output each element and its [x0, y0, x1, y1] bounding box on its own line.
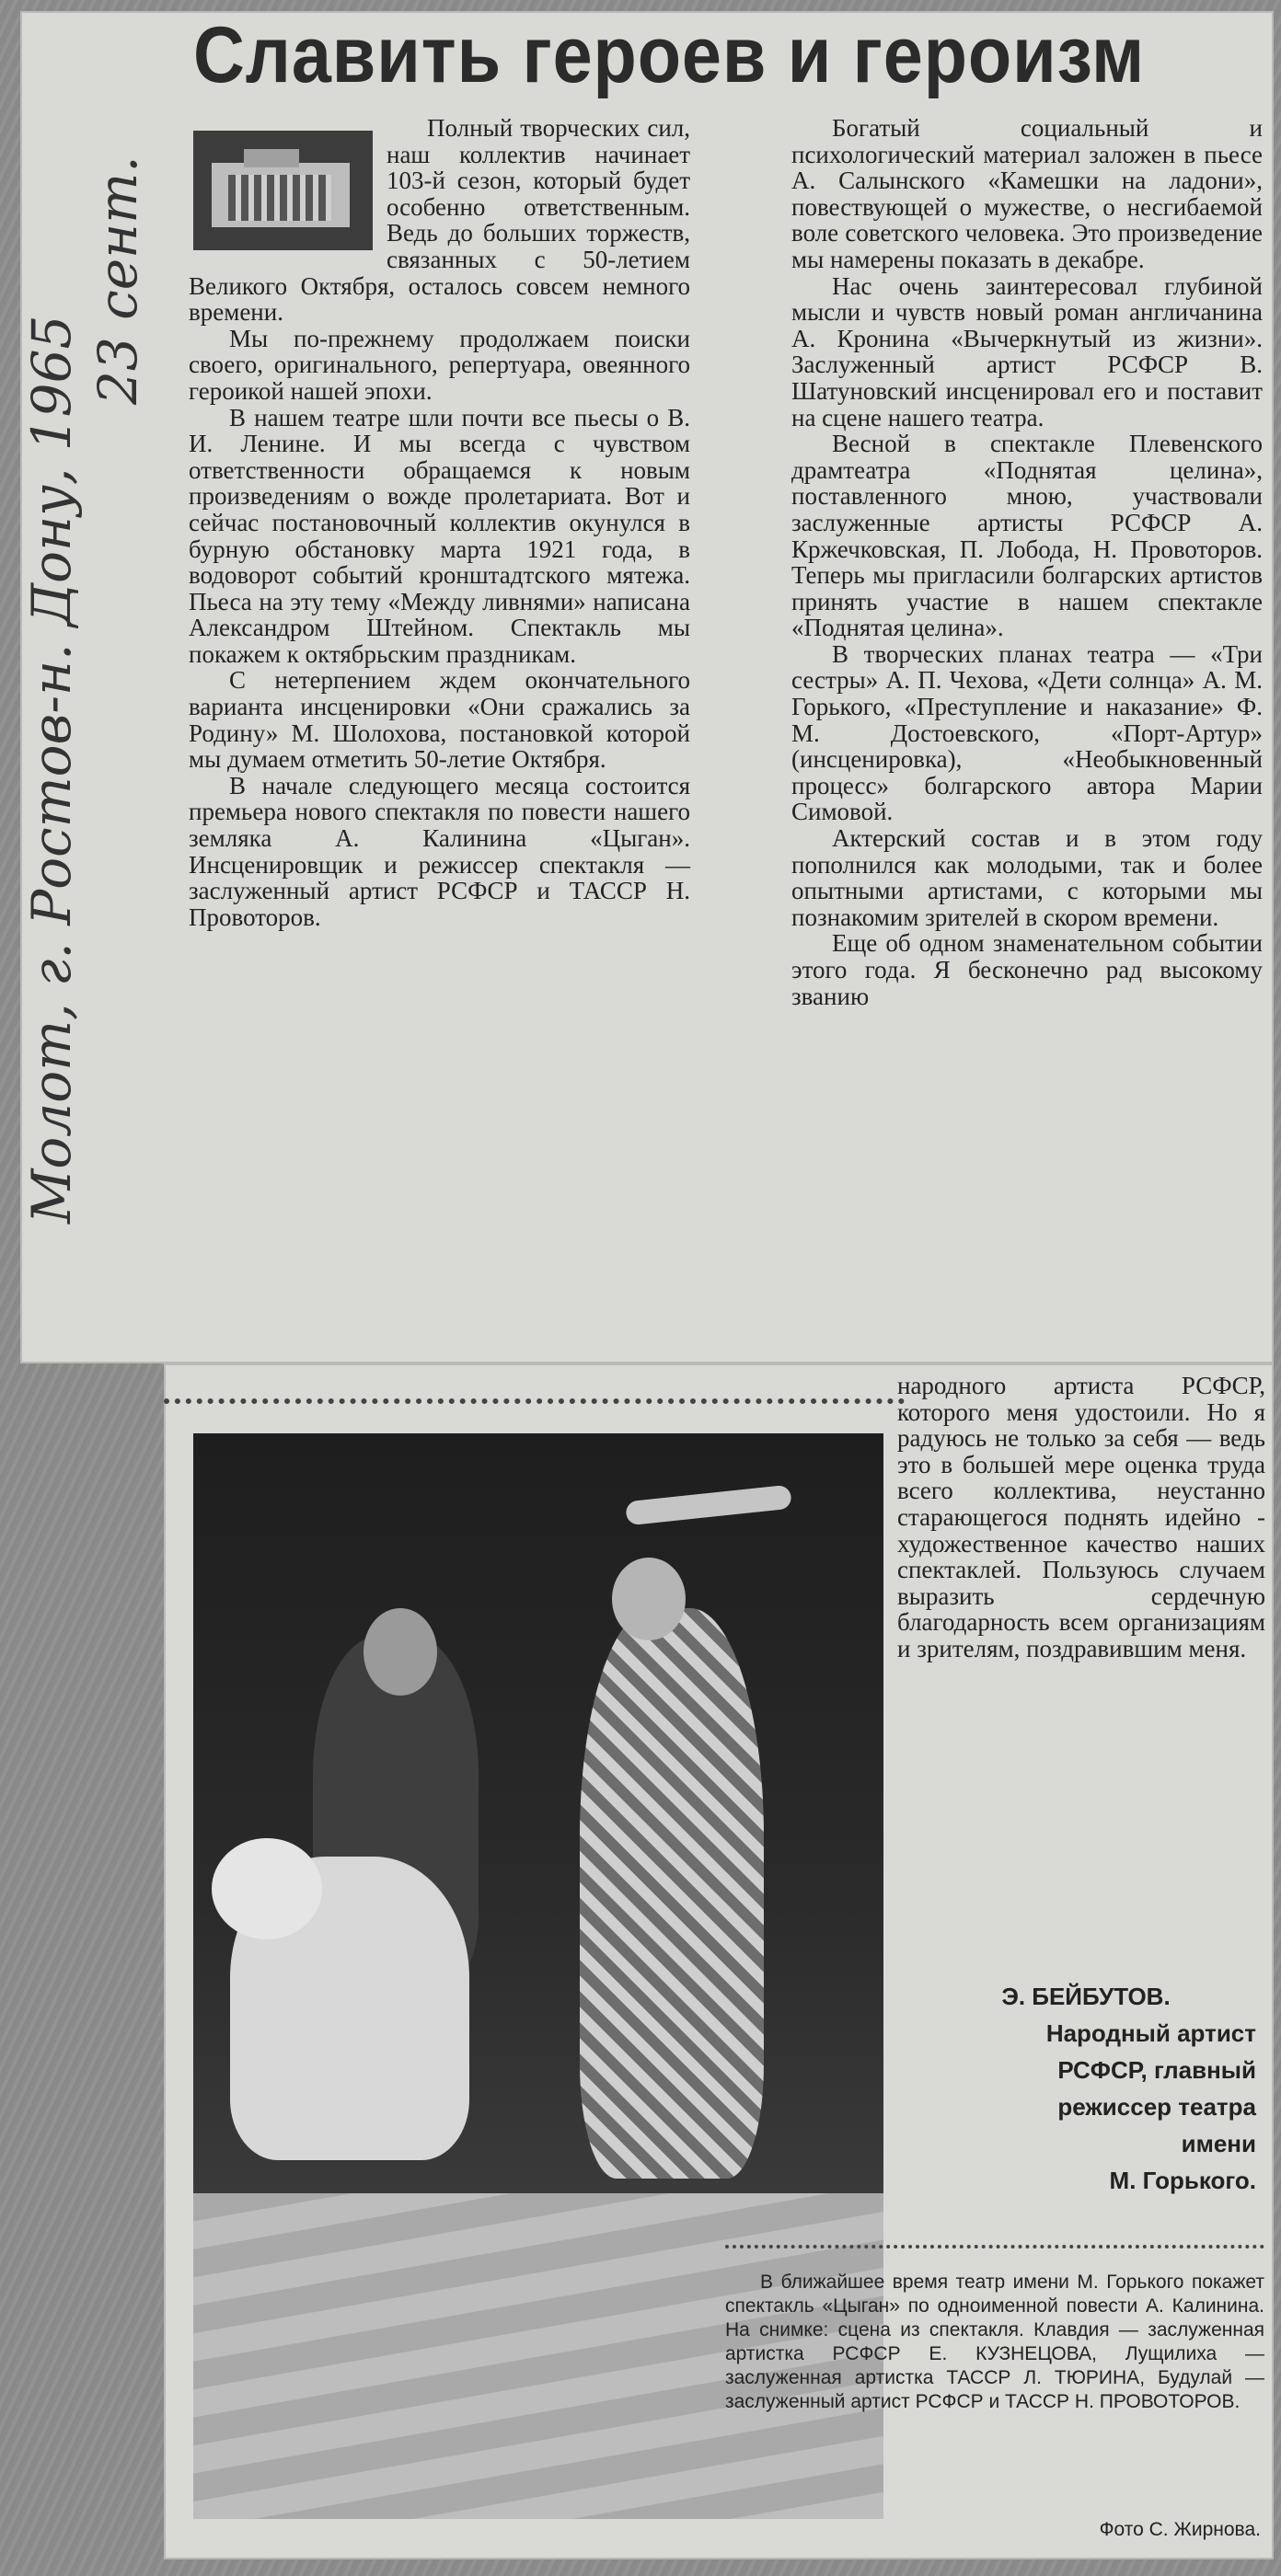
paragraph: В начале следующего месяца состоится премьера нового спектакля по повести нашего земляка А. Калинина «Цыган». Инсценировщик и режиссер спектакля — заслуженный артист РСФСР и ТАССР Н. Провоторов.	[189, 771, 690, 931]
paragraph: Актерский состав и в этом году пополнился как молодыми, так и более опытными артистами, с которыми мы познакомим зрителей в скором времени.	[791, 824, 1263, 931]
article-column-3	[897, 1373, 1265, 1662]
handwritten-note	[18, 155, 156, 1224]
paragraph: Нас очень заинтересовал глубиной мысли и чувств новый роман англичанина А. Кронина «Вычеркнутый из жизни». Заслуженный артист РСФСР В. Шатуновский инсценировал его и поставит на сцене нашего театра.	[791, 271, 1263, 431]
photo-frame-border	[164, 1398, 905, 1404]
paragraph: С нетерпением ждем окончательного варианта инсценировки «Они сражались за Родину» М. Шолохова, постановкой которой мы думаем отметить 50-летие Октября.	[189, 666, 690, 774]
author-title-line: РСФСР, главный	[1057, 2056, 1256, 2084]
image-wrap-space	[189, 115, 387, 251]
actor-head	[364, 1608, 437, 1696]
paragraph: Полный творческих сил, наш коллектив начинает 103-й сезон, который будет особенно ответственным. Ведь до больших торжеств, связанных с 50-летием Великого Октября, осталось совсем немного времени.	[189, 114, 690, 327]
author-title-line: Народный артист	[1045, 2019, 1256, 2047]
actress-head	[612, 1558, 686, 1640]
article-headline: Славить героев и героизм	[193, 11, 1146, 99]
author-name: Э. БЕЙБУТОВ.	[1001, 1983, 1171, 2010]
paragraph: Еще об одном знаменательном событии этого года. Я бесконечно рад высокому званию	[791, 929, 1263, 1010]
article-column-2	[791, 115, 1263, 1009]
seated-figure-head	[212, 1838, 322, 1939]
author-title-line: имени	[1181, 2130, 1256, 2157]
photo-credit: Фото С. Жирнова.	[1099, 2519, 1261, 2540]
photo-caption	[725, 2245, 1264, 2414]
article-column-1	[189, 115, 690, 930]
paragraph: Богатый социальный и психологический материал заложен в пьесе А. Салынского «Камешки на ладони», повествующей о мужестве, о несгибаемой воле советского человека. Это произведение мы намерены показать в декабре.	[791, 114, 1263, 273]
caption-text: В ближайшее время театр имени М. Горького покажет спектакль «Цыган» по одноименной повести А. Калинина. На снимке: сцена из спектакля. Клавдия — заслуженная артистка РСФСР Е. КУЗНЕЦОВА, Лущилиха — заслуженная артистка ТАССР Л. ТЮРИНА, Будулай — заслуженный артист РСФСР и ТАССР Н. ПРОВОТОРОВ.	[725, 2271, 1264, 2412]
author-title-line: режиссер театра	[1057, 2093, 1256, 2121]
author-title-line: М. Горького.	[1109, 2167, 1256, 2194]
author-signature	[916, 1978, 1256, 2199]
paragraph: народного артиста РСФСР, которого меня удостоили. Но я радуюсь не только за себя — ведь это в большей мере оценка труда всего коллектива, неустанно старающегося поднять идейно - художественное качество наших спектаклей. Пользуюсь случаем выразить сердечную благодарность всем организациям и зрителям, поздравившим меня.	[897, 1372, 1265, 1662]
actress-figure	[580, 1608, 764, 2179]
paragraph: В нашем театре шли почти все пьесы о В. И. Ленине. И мы всегда с чувством ответственности обращаемся к новым произведениям о вожде пролетариата. Вот и сейчас постановочный коллектив окунулся в бурную обстановку марта 1921 года, в водоворот событий кронштадтского мятежа. Пьеса на эту тему «Между ливнями» написана Александром Штейном. Спектакль мы покажем к октябрьским праздникам.	[189, 403, 690, 668]
handwritten-note-line2: 23 сент.	[87, 155, 149, 405]
paragraph: Мы по-прежнему продолжаем поиски своего, оригинального, репертуара, овеянного героикой нашей эпохи.	[189, 324, 690, 405]
paragraph: Весной в спектакле Плевенского драмтеатра «Поднятая целина», поставленного мною, участвовали заслуженные артисты РСФСР А. Кржечковская, П. Лобода, Н. Провоторов. Теперь мы пригласили болгарских артистов принять участие в нашем спектакле «Поднятая целина».	[791, 430, 1263, 642]
paragraph: В творческих планах театра — «Три сестры» А. П. Чехова, «Дети солнца» А. М. Горького, «Преступление и наказание» Ф. М. Достоевского, «Порт-Артур» (инсценировка), «Необыкновенный процесс» болгарского автора Марии Симовой.	[791, 639, 1263, 826]
handwritten-note-line1: Молот, г. Ростов-н. Дону, 1965	[20, 315, 83, 1224]
